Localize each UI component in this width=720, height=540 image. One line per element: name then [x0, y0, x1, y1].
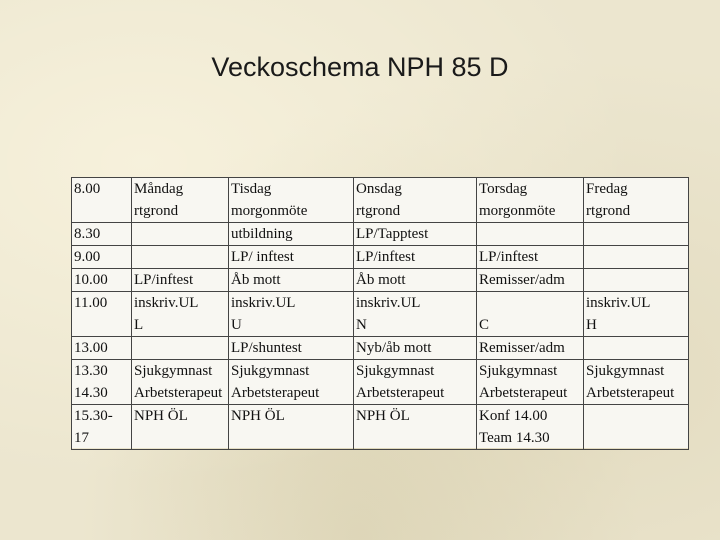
table-row [72, 178, 689, 223]
cell-line [586, 405, 688, 427]
cell-time [72, 269, 132, 292]
cell-line: Remisser/adm [479, 272, 565, 288]
cell-line: 8.30 [74, 226, 101, 242]
cell-line: rtgrond [586, 203, 631, 219]
cell-line: H [586, 317, 597, 333]
cell-monday [132, 223, 229, 246]
cell-wednesday [354, 360, 477, 405]
cell-friday [584, 360, 689, 405]
cell-monday [132, 337, 229, 360]
table-row [72, 405, 689, 450]
cell-line: 8.00 [74, 181, 101, 197]
table-row [72, 246, 689, 269]
cell-monday [132, 360, 229, 405]
cell-line: NPH ÖL [356, 408, 410, 424]
cell-line [586, 269, 688, 291]
cell-wednesday [354, 178, 477, 223]
cell-monday [132, 269, 229, 292]
cell-line: 13.30 [74, 363, 108, 379]
cell-time [72, 360, 132, 405]
cell-line: LP/Tapptest [356, 226, 429, 242]
cell-line: Konf 14.00 [479, 408, 548, 424]
cell-line: morgonmöte [479, 203, 556, 219]
weekly-schedule-table [71, 177, 689, 450]
cell-wednesday [354, 269, 477, 292]
table-row [72, 269, 689, 292]
cell-line: Arbetsterapeut [479, 385, 568, 401]
cell-tuesday [229, 269, 354, 292]
cell-line: C [479, 317, 490, 333]
cell-thursday [477, 337, 584, 360]
cell-line: Arbetsterapeut [586, 385, 675, 401]
cell-line: Åb mott [231, 272, 281, 288]
cell-line: Sjukgymnast [586, 363, 665, 379]
cell-line [586, 337, 688, 359]
cell-line: inskriv.UL [586, 295, 651, 311]
cell-line: Remisser/adm [479, 340, 565, 356]
cell-wednesday [354, 405, 477, 450]
cell-friday [584, 405, 689, 450]
cell-wednesday [354, 292, 477, 337]
cell-time [72, 223, 132, 246]
slide-title: Veckoschema NPH 85 D [211, 52, 509, 82]
cell-friday [584, 292, 689, 337]
cell-line: N [356, 317, 367, 333]
cell-line: Åb mott [356, 272, 406, 288]
cell-monday [132, 405, 229, 450]
cell-time [72, 292, 132, 337]
cell-wednesday [354, 223, 477, 246]
cell-friday [584, 178, 689, 223]
cell-monday [132, 292, 229, 337]
cell-thursday [477, 223, 584, 246]
cell-time [72, 337, 132, 360]
cell-thursday [477, 178, 584, 223]
cell-line: Fredag [586, 181, 628, 197]
cell-thursday [477, 360, 584, 405]
table-row [72, 223, 689, 246]
cell-line [586, 246, 688, 268]
cell-time [72, 405, 132, 450]
cell-line: Sjukgymnast [231, 363, 310, 379]
table-row [72, 292, 689, 337]
cell-line: NPH ÖL [231, 408, 285, 424]
cell-thursday [477, 269, 584, 292]
cell-line: 13.00 [74, 340, 108, 356]
cell-friday [584, 269, 689, 292]
cell-line: Team 14.30 [479, 430, 550, 446]
cell-line: inskriv.UL [134, 295, 199, 311]
cell-line [134, 337, 228, 359]
cell-line: Nyb/åb mott [356, 340, 432, 356]
cell-tuesday [229, 246, 354, 269]
cell-line: rtgrond [356, 203, 401, 219]
cell-line: 15.30- [74, 408, 113, 424]
cell-friday [584, 337, 689, 360]
cell-monday [132, 178, 229, 223]
cell-line: L [134, 317, 144, 333]
cell-tuesday [229, 405, 354, 450]
cell-thursday [477, 246, 584, 269]
cell-line: Onsdag [356, 181, 402, 197]
cell-line: NPH ÖL [134, 408, 188, 424]
cell-line: rtgrond [134, 203, 179, 219]
cell-tuesday [229, 178, 354, 223]
table-row [72, 360, 689, 405]
cell-tuesday [229, 223, 354, 246]
cell-time [72, 178, 132, 223]
schedule-sheet [71, 177, 688, 448]
cell-line [134, 223, 228, 245]
cell-line: Sjukgymnast [134, 363, 213, 379]
cell-monday [132, 246, 229, 269]
cell-tuesday [229, 292, 354, 337]
cell-line: LP/inftest [479, 249, 539, 265]
cell-tuesday [229, 360, 354, 405]
cell-line: Arbetsterapeut [134, 385, 223, 401]
cell-line: LP/ inftest [231, 249, 294, 265]
cell-line: LP/inftest [356, 249, 416, 265]
cell-time [72, 246, 132, 269]
cell-line: 9.00 [74, 249, 101, 265]
cell-line: inskriv.UL [231, 295, 296, 311]
cell-line: 14.30 [74, 385, 108, 401]
cell-line: morgonmöte [231, 203, 308, 219]
cell-line: utbildning [231, 226, 293, 242]
cell-line: U [231, 317, 242, 333]
cell-wednesday [354, 246, 477, 269]
cell-line [479, 223, 583, 245]
cell-line: LP/shuntest [231, 340, 302, 356]
cell-line: 11.00 [74, 295, 108, 311]
cell-line [479, 292, 583, 314]
cell-line [134, 246, 228, 268]
cell-line: Tisdag [231, 181, 272, 197]
cell-line: Sjukgymnast [356, 363, 435, 379]
cell-line: Arbetsterapeut [356, 385, 445, 401]
cell-tuesday [229, 337, 354, 360]
cell-thursday [477, 405, 584, 450]
cell-line: LP/inftest [134, 272, 194, 288]
cell-line: inskriv.UL [356, 295, 421, 311]
cell-wednesday [354, 337, 477, 360]
cell-line: 10.00 [74, 272, 108, 288]
table-row [72, 337, 689, 360]
cell-line: Måndag [134, 181, 184, 197]
cell-line: Arbetsterapeut [231, 385, 320, 401]
cell-line: Torsdag [479, 181, 528, 197]
cell-line: 17 [74, 430, 89, 446]
cell-line: Sjukgymnast [479, 363, 558, 379]
cell-friday [584, 246, 689, 269]
cell-thursday [477, 292, 584, 337]
cell-friday [584, 223, 689, 246]
cell-line [586, 223, 688, 245]
